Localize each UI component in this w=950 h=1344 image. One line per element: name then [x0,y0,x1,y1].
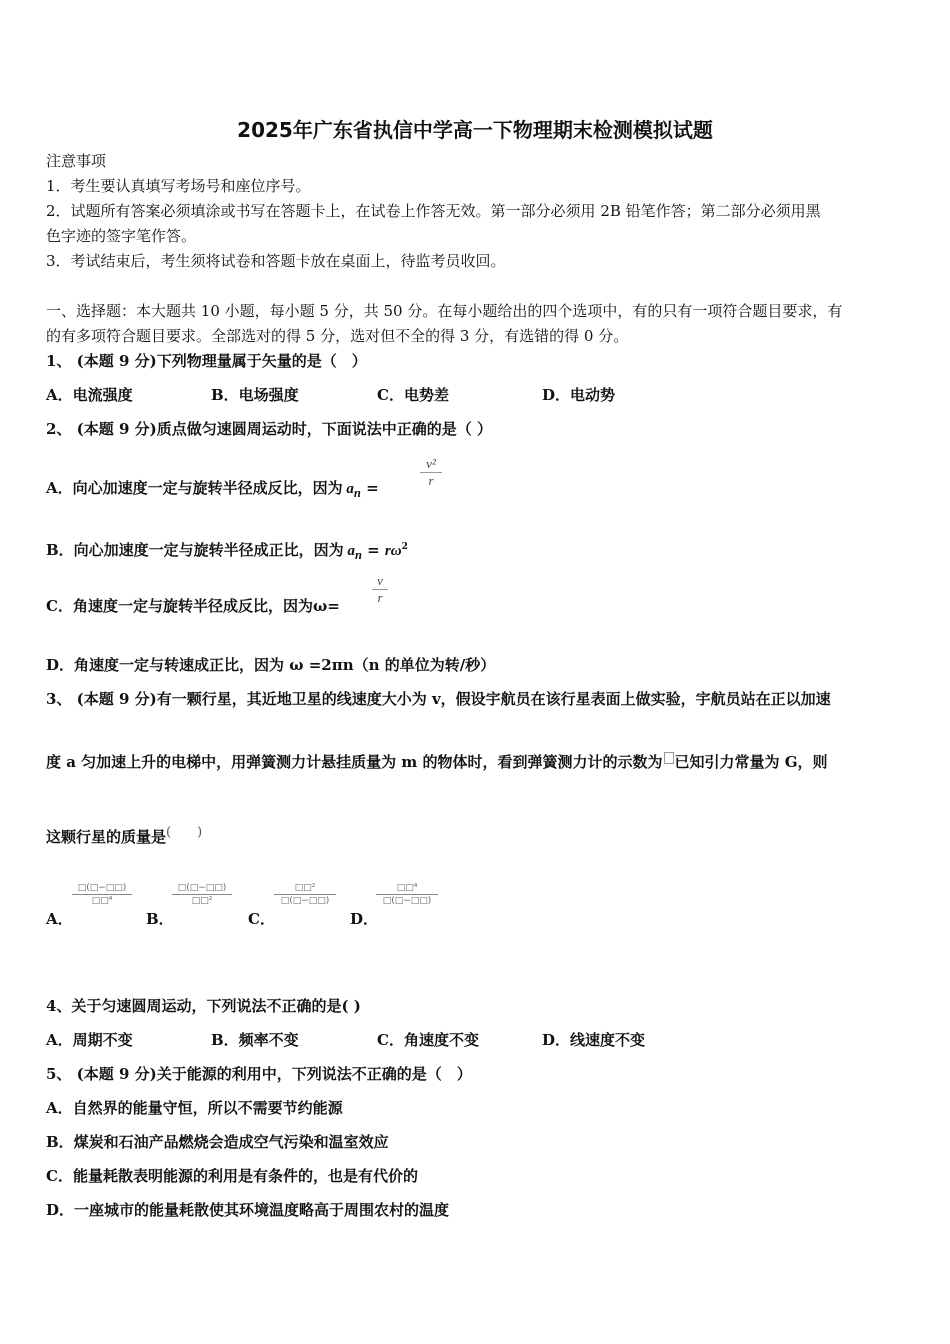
section-instructions: 的有多项符合题目要求。全部选对的得 5 分，选对但不全的得 3 分，有选错的得 0 分。 [46,327,629,345]
notice-item: 3．考试结束后，考生须将试卷和答题卡放在桌面上，待监考员收回。 [46,252,506,270]
question-3-line: 3、 (本题 9 分)有一颗行星，其近地卫星的线速度大小为 v，假设宇航员在该行星表面上做实验，宇航员站在正以加速 [46,690,831,708]
q4-option-d[interactable]: D．线速度不变 [542,1031,646,1049]
q2-option-b[interactable]: B．向心加速度一定与旋转半径成正比，因为 $a_n = r\omega^2$ [46,541,408,562]
fraction-denominator: r [377,590,383,605]
q5-option-d[interactable]: D．一座城市的能量耗散使其环境温度略高于周围农村的温度 [46,1201,450,1219]
answer-paren: ( ) [166,825,203,840]
fraction-denominator: □□⁴ [91,896,113,906]
q4-option-b[interactable]: B．频率不变 [211,1031,299,1049]
q4-option-c[interactable]: C．角速度不变 [377,1031,479,1049]
notice-item: 2．试题所有答案必须填涂或书写在答题卡上，在试卷上作答无效。第一部分必须用 2B 铅笔作答；第二部分必须用黑 [46,202,821,220]
q2-a-fraction [420,456,442,489]
q3-text: 度 a 匀加速上升的电梯中，用弹簧测力计悬挂质量为 m 的物体时，看到弹簧测力计的示数为 [46,753,663,771]
q3-text: 这颗行星的质量是 [46,828,167,846]
question-5-stem: 5、 (本题 9 分)关于能源的利用中，下列说法不正确的是（ ） [46,1065,472,1083]
question-1-stem: 1、 (本题 9 分)下列物理量属于矢量的是（ ） [46,352,367,370]
q2-option-d[interactable]: D．角速度一定与转速成正比，因为 ω =2πn（n 的单位为转/秒） [46,656,496,674]
q3-option-c[interactable]: C． [248,910,275,928]
q3-option-c-formula [274,882,336,907]
question-3-line [46,752,828,772]
q3-option-d-formula [376,882,438,907]
notice-heading: 注意事项 [46,152,107,170]
page-title: 2025年广东省执信中学高一下物理期末检测模拟试题 [237,118,713,142]
q3-option-a[interactable]: A． [46,910,73,928]
q2-option-a-text: A．向心加速度一定与旋转半径成反比，因为 [46,479,343,497]
q3-option-a-formula [72,882,132,907]
question-4-stem: 4、关于匀速圆周运动，下列说法不正确的是( ) [46,997,361,1015]
q3-text: 已知引力常量为 G，则 [674,753,828,771]
q2-option-a[interactable]: A．向心加速度一定与旋转半径成反比，因为 $a_n$ = [46,479,379,500]
q3-option-b[interactable]: B． [146,910,174,928]
q1-option-c[interactable]: C．电势差 [377,386,449,404]
q1-option-d[interactable]: D．电动势 [542,386,616,404]
fraction-numerator: v [372,573,388,590]
q5-option-c[interactable]: C．能量耗散表明能源的利用是有条件的，也是有代价的 [46,1167,418,1185]
fraction-numerator: □□² [274,882,336,895]
question-3-line [46,827,202,849]
q5-option-a[interactable]: A．自然界的能量守恒，所以不需要节约能源 [46,1099,343,1117]
q5-option-b[interactable]: B．煤炭和石油产品燃烧会造成空气污染和温室效应 [46,1133,389,1151]
fraction-denominator: □(□−□□) [382,896,432,906]
q3-option-d[interactable]: D． [350,910,379,928]
q3-option-b-formula [172,882,232,907]
q4-option-a[interactable]: A．周期不变 [46,1031,133,1049]
notice-item: 色字迹的签字笔作答。 [46,227,197,245]
fraction-denominator: □□² [191,896,213,906]
fraction-numerator: v² [420,456,442,473]
q2-option-b-text: B．向心加速度一定与旋转半径成正比，因为 [46,541,344,559]
q2-option-c[interactable]: C．角速度一定与旋转半径成反比，因为ω= [46,597,340,615]
fraction-numerator: □(□−□□) [72,882,132,895]
fraction-denominator: r [428,473,434,488]
question-2-stem: 2、 (本题 9 分)质点做匀速圆周运动时，下面说法中正确的是（ ） [46,420,492,438]
q1-option-b[interactable]: B．电场强度 [211,386,299,404]
notice-item: 1．考生要认真填写考场号和座位序号。 [46,177,311,195]
q1-option-a[interactable]: A．电流强度 [46,386,133,404]
section-instructions: 一、选择题：本大题共 10 小题，每小题 5 分，共 50 分。在每小题给出的四个选项中，有的只有一项符合题目要求，有 [46,302,843,320]
fraction-numerator: □(□−□□) [172,882,232,895]
formula-placeholder-icon [664,752,674,764]
fraction-numerator: □□⁴ [376,882,438,895]
fraction-denominator: □(□−□□) [280,896,330,906]
q2-c-fraction [372,573,388,606]
